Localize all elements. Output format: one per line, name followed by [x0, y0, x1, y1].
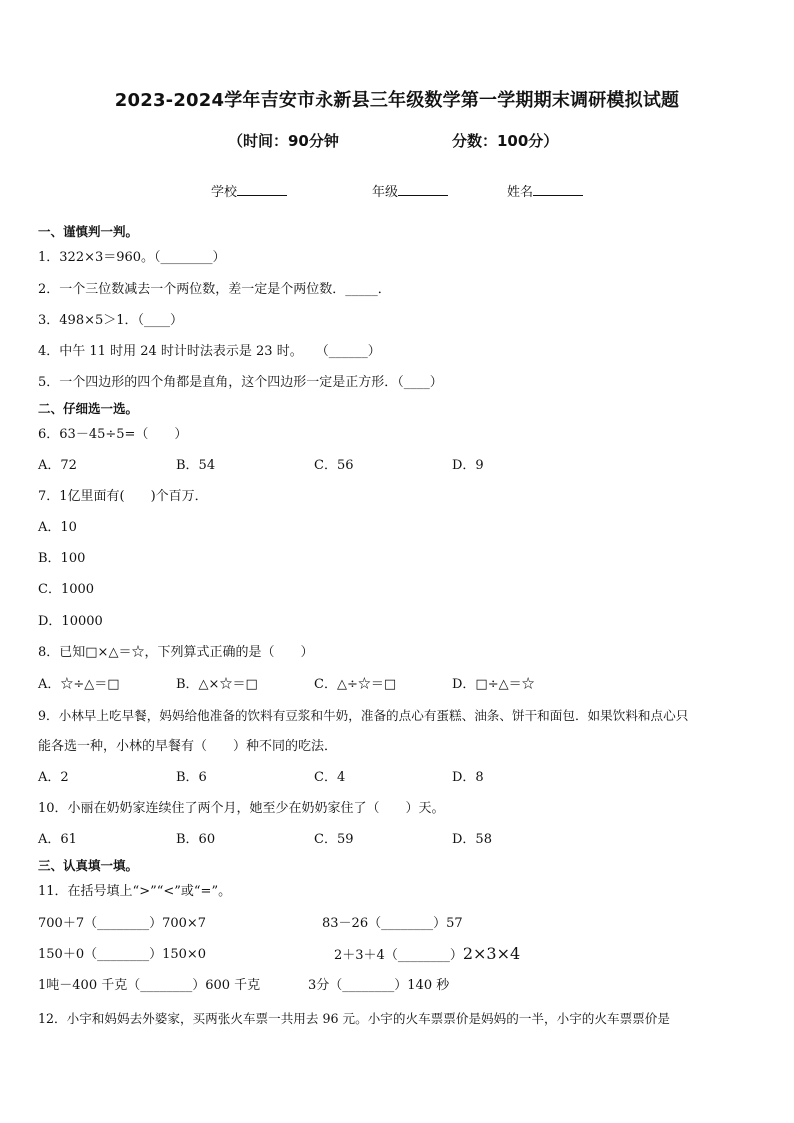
q9-option-c: C．4: [314, 770, 346, 785]
q7-option-d: D．10000: [38, 614, 103, 629]
grade-label: 年级: [372, 185, 399, 200]
question-3: 3．498×5＞1．（____）: [38, 313, 184, 328]
q6-option-d: D．9: [452, 458, 484, 473]
q7-option-c: C．1000: [38, 582, 95, 597]
q9-option-a: A．2: [38, 770, 69, 785]
question-11: 11．在括号填上“>”“<”或“=”。: [38, 884, 232, 899]
section-2-heading: 二、仔细选一选。: [38, 401, 139, 416]
question-9-line-2: 能各选一种，小林的早餐有（ ）种不同的吃法．: [38, 739, 338, 754]
q7-option-b: B．100: [38, 551, 86, 566]
page-title: 2023-2024学年吉安市永新县三年级数学第一学期期末调研模拟试题: [114, 90, 680, 111]
question-7: 7．1亿里面有( )个百万．: [38, 489, 208, 504]
school-blank[interactable]: [237, 182, 287, 196]
question-6: 6．63－45÷5=（ ）: [38, 427, 188, 442]
q8-option-b: B．△×☆＝□: [176, 677, 258, 692]
question-12: 12．小宇和妈妈去外婆家，买两张火车票一共用去 96 元。小宇的火车票票价是妈妈的一半，小宇的火车票票价是: [38, 1011, 670, 1026]
time-label: （时间：90分钟: [228, 132, 339, 150]
q10-option-a: A．61: [38, 832, 77, 847]
name-field: [507, 181, 583, 200]
q11-row1-right: 83－26（________）57: [322, 916, 463, 931]
q8-option-a: A．☆÷△＝□: [38, 677, 120, 692]
name-label: 姓名: [507, 185, 534, 200]
question-4: 4．中午 11 时用 24 时计时法表示是 23 时。 （______）: [38, 344, 381, 359]
grade-field: [372, 181, 448, 200]
q8-option-d: D．□÷△＝☆: [452, 677, 535, 692]
score-label: 分数：100分）: [452, 132, 559, 150]
question-2: 2．一个三位数减去一个两位数，差一定是个两位数．_____．: [38, 282, 391, 297]
q10-option-b: B．60: [176, 832, 216, 847]
q11-row2-right: 2＋3＋4（________）: [334, 948, 463, 963]
q11-row1-left: 700＋7（________）700×7: [38, 916, 207, 931]
q9-option-b: B．6: [176, 770, 207, 785]
question-1: 1．322×3＝960。（________）: [38, 250, 226, 265]
section-1-heading: 一、谨慎判一判。: [38, 224, 139, 239]
grade-blank[interactable]: [398, 182, 448, 196]
question-9-line-1: 9．小林早上吃早餐，妈妈给他准备的饮料有豆浆和牛奶，准备的点心有蛋糕、油条、饼干和面包．如果饮料和点心只: [38, 708, 689, 723]
section-3-heading: 三、认真填一填。: [38, 858, 139, 873]
q6-option-c: C．56: [314, 458, 354, 473]
name-blank[interactable]: [533, 182, 583, 196]
school-field: [211, 181, 287, 200]
q9-option-d: D．8: [452, 770, 484, 785]
q11-row2-right-expression: 2×3×4: [462, 944, 521, 963]
q11-row3-left: 1吨－400 千克（________）600 千克: [38, 978, 261, 993]
q11-row2-right-group: [334, 945, 520, 965]
school-label: 学校: [211, 185, 238, 200]
q8-option-c: C．△÷☆＝□: [314, 677, 397, 692]
q6-option-a: A．72: [38, 458, 77, 473]
q11-row2-left: 150＋0（________）150×0: [38, 947, 207, 962]
q11-row3-right: 3分（________）140 秒: [308, 978, 450, 993]
q7-option-a: A．10: [38, 520, 77, 535]
q6-option-b: B．54: [176, 458, 216, 473]
question-8: 8．已知□×△＝☆，下列算式正确的是（ ）: [38, 645, 314, 660]
q10-option-d: D．58: [452, 832, 492, 847]
question-10: 10．小丽在奶奶家连续住了两个月，她至少在奶奶家住了（ ）天。: [38, 801, 445, 816]
q10-option-c: C．59: [314, 832, 354, 847]
question-5: 5．一个四边形的四个角都是直角，这个四边形一定是正方形．（____）: [38, 375, 443, 390]
